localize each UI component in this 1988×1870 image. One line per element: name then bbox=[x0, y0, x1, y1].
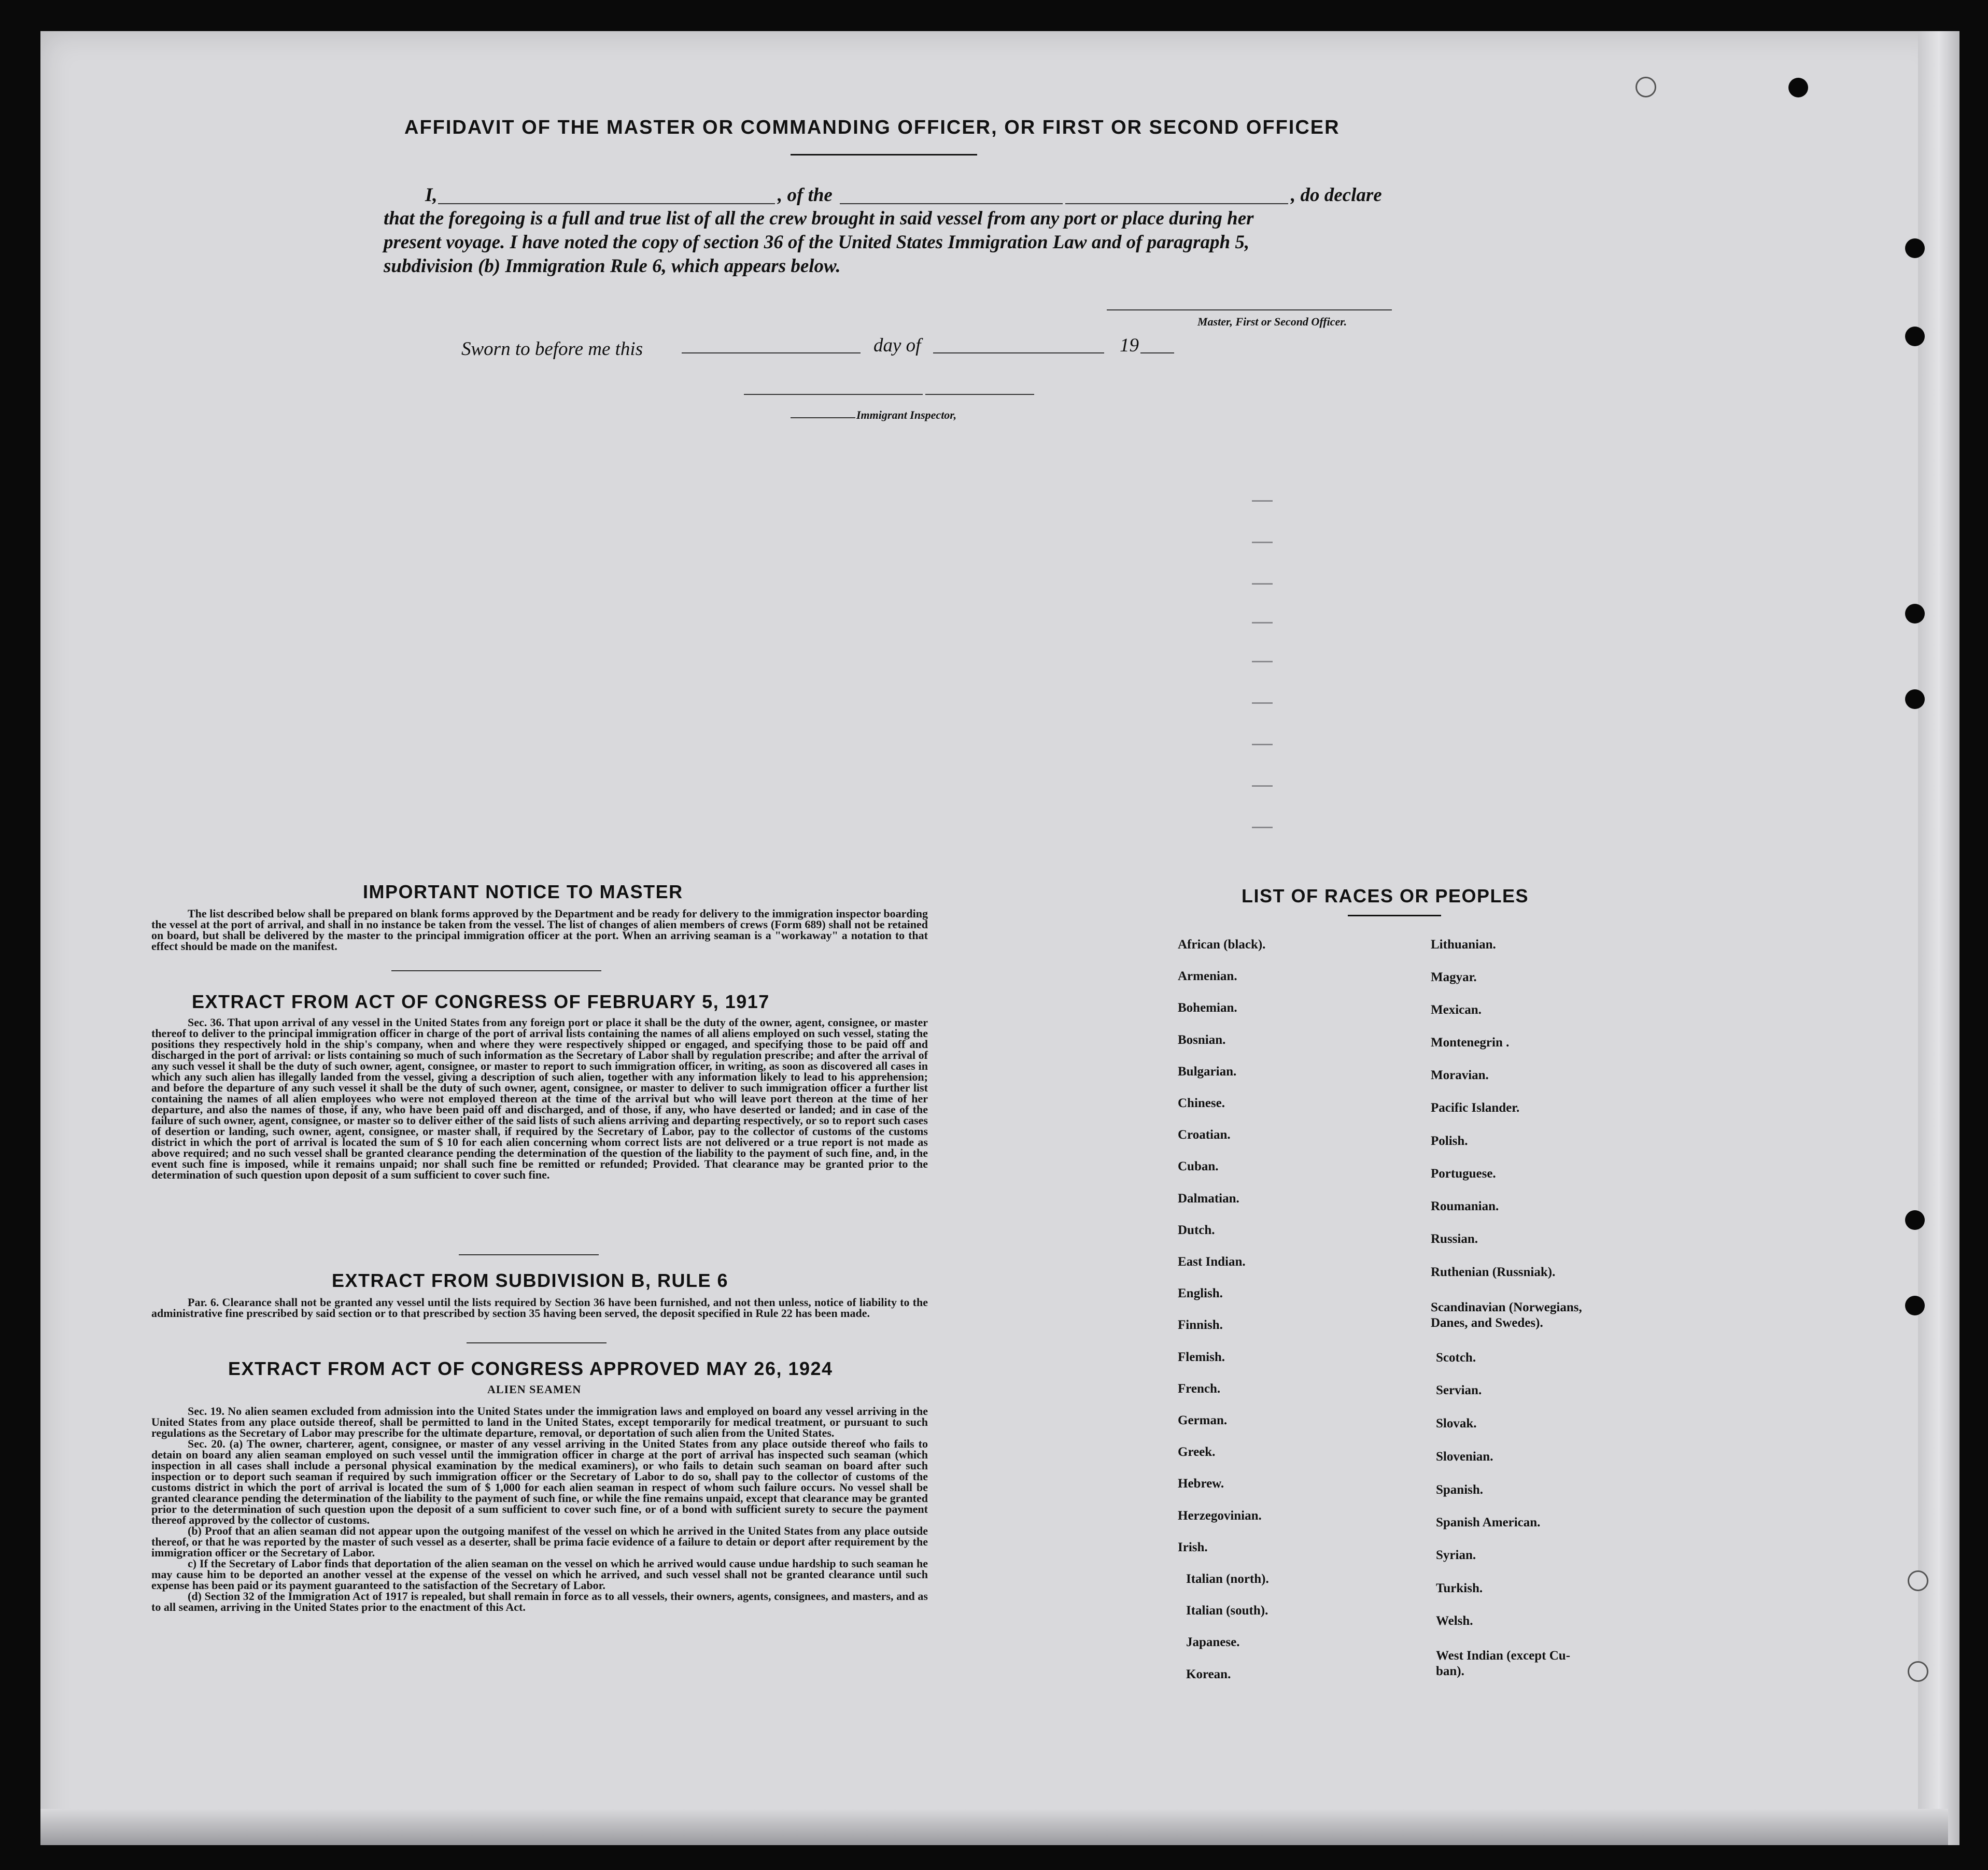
extract-1924-title: EXTRACT FROM ACT OF CONGRESS APPROVED MAY 26, 1924 bbox=[228, 1358, 833, 1379]
race-item: Bulgarian. bbox=[1178, 1065, 1237, 1079]
race-item: Servian. bbox=[1436, 1383, 1482, 1397]
race-item: Ruthenian (Russniak). bbox=[1431, 1265, 1556, 1279]
race-item: Flemish. bbox=[1178, 1350, 1225, 1364]
binder-hole-icon bbox=[1908, 1570, 1928, 1591]
race-item: Syrian. bbox=[1436, 1548, 1476, 1562]
declaration-i: I, bbox=[425, 185, 438, 206]
race-item: Montenegrin . bbox=[1431, 1036, 1510, 1050]
race-item: Scotch. bbox=[1436, 1351, 1476, 1365]
sec-20c: c) If the Secretary of Labor finds that deportation of the alien seaman on the vessel on which he arrived would cause undue hardship to such seaman he may cause him to be deported an another vessel at the expense of the vessel on which he arrived, and such vessel shall not be granted clearance until such expense has been paid or its payment guaranteed to the satisfaction of the Secretary of Labor. bbox=[151, 1557, 928, 1592]
sworn-month-blank[interactable] bbox=[933, 352, 1104, 353]
bleed-mark bbox=[1252, 827, 1273, 828]
extract-1917-body: Sec. 36. That upon arrival of any vessel in the United States from any foreign port or place it shall be the duty of the owner, agent, consignee, or master thereof to deliver to the principal immigration officer in charge of the port of arrival lists containing the names of all aliens employed on such vessel, stating the positions they respectively hold in the ship's company, when and where they were respectively shipped or engaged, and specifying those to be paid off and discharged in the port of arrival: or lists containing so much of such information as the Secretary of Labor shall by regulation prescribe; and after the arrival of any such vessel it shall be the duty of such owner, agent, consignee, or master to report to such immigration officer, in writing, as soon as discovered all cases in which any such alien has illegally landed from the vessel, giving a description of such alien, together with any information likely to lead to his apprehension; and before the departure of any such vessel it shall be the duty of such owner, agent, consignee, or master to deliver to such immigration officer a further list containing the names of all alien employees who were not employed thereon at the time of the arrival but who will leave port thereon at the time of her departure, and also the names of those, if any, who have been paid off and discharged, and of those, if any, who have deserted or landed; and in case of the failure of such owner, agent, consignee, or master so to deliver either of the said lists of such aliens arriving and departing respectively, or so to report such cases of desertion or landing, such owner, agent, consignee, or master shall, if required by the Secretary of Labor, pay to the collector of customs of the customs district in which the port of arrival is located the sum of $ 10 for each alien concerning whom correct lists are not delivered or a true report is not made as above required; and no such vessel shall be granted clearance pending the determination of the question of the liability to the payment of such fine, and, in the event such fine is imposed, while it remains unpaid; nor shall such fine be remitted or refunded; Provided. That clearance may be granted prior to the determination of such question upon deposit of a sum sufficient to cover such fine. bbox=[151, 1016, 928, 1181]
race-item: Bosnian. bbox=[1178, 1033, 1226, 1047]
race-item: Portuguese. bbox=[1431, 1167, 1496, 1181]
race-item: Dalmatian. bbox=[1178, 1192, 1239, 1206]
race-item: East Indian. bbox=[1178, 1255, 1246, 1269]
race-item: French. bbox=[1178, 1382, 1221, 1396]
race-item: African (black). bbox=[1178, 938, 1266, 952]
race-item: English. bbox=[1178, 1286, 1223, 1300]
extract-rule6-title: EXTRACT FROM SUBDIVISION B, RULE 6 bbox=[332, 1270, 729, 1291]
binder-hole-icon bbox=[1788, 78, 1808, 97]
page-bottom-shadow bbox=[40, 1809, 1948, 1845]
sworn-text: Sworn to before me this bbox=[461, 338, 643, 360]
extract-1917-title: EXTRACT FROM ACT OF CONGRESS OF FEBRUARY 5, 1917 bbox=[192, 991, 770, 1012]
bleed-mark bbox=[1252, 661, 1273, 662]
affidavit-title: AFFIDAVIT OF THE MASTER OR COMMANDING OFFICER, OR FIRST OR SECOND OFFICER bbox=[404, 117, 1340, 138]
bleed-mark bbox=[1252, 583, 1273, 585]
bleed-mark bbox=[1252, 542, 1273, 543]
inspector-label: Immigrant Inspector, bbox=[856, 408, 957, 421]
declaration-line-3: present voyage. I have noted the copy of section 36 of the United States Immigration Law and of paragraph 5, bbox=[384, 232, 1250, 253]
binder-hole-icon bbox=[1905, 1296, 1925, 1315]
race-item: Slovenian. bbox=[1436, 1450, 1493, 1464]
races-rule bbox=[1348, 915, 1441, 916]
race-item: German. bbox=[1178, 1413, 1228, 1427]
inspector-signature-blank-2[interactable] bbox=[925, 394, 1034, 395]
extract-rule6-rule bbox=[467, 1342, 607, 1343]
sec-19: Sec. 19. No alien seamen excluded from admission into the United States under the immigration laws and employed on board any vessel arriving in the United States from any place outside thereof, shall be permitted to land in the United States, except temporarily for medical treatment, or pursuant to such regulations as the Secretary of Labor may prescribe for the ultimate departure, removal, or deportation of such alien from the United States. bbox=[151, 1405, 928, 1439]
binder-hole-icon bbox=[1905, 327, 1925, 346]
race-item: Armenian. bbox=[1178, 969, 1237, 983]
race-item: Scandinavian (Norwegians, Danes, and Swedes). bbox=[1431, 1300, 1582, 1330]
binder-hole-icon bbox=[1905, 238, 1925, 258]
race-item: Turkish. bbox=[1436, 1581, 1483, 1595]
race-item: Japanese. bbox=[1186, 1635, 1240, 1649]
race-item: Slovak. bbox=[1436, 1416, 1477, 1430]
master-label: Master, First or Second Officer. bbox=[1197, 315, 1347, 328]
race-item: Korean. bbox=[1186, 1667, 1231, 1681]
race-item: Chinese. bbox=[1178, 1096, 1225, 1110]
race-item: Russian. bbox=[1431, 1232, 1478, 1246]
race-item: Spanish. bbox=[1436, 1483, 1484, 1497]
sec-20d: (d) Section 32 of the Immigration Act of 1917 is repealed, but shall remain in force as to all vessels, their owners, agents, consignees, and masters, and as to all seamen, arriving in the United States prior to the enactment of this Act. bbox=[151, 1590, 928, 1613]
extract-1924-subtitle: ALIEN SEAMEN bbox=[487, 1383, 582, 1396]
notice-body: The list described below shall be prepared on blank forms approved by the Department and be ready for delivery to the immigration inspector boarding the vessel at the port of arrival, and shall in no instance be taken from the vessel. The list of changes of alien members of crews (Form 689) shall not be retained on board, but shall be delivered by the master to the principal immigration officer at the port. When an arriving seaman is a "workaway" a notation to that effect should be made on the manifest. bbox=[151, 907, 928, 953]
race-item: Bohemian. bbox=[1178, 1001, 1237, 1015]
notice-title: IMPORTANT NOTICE TO MASTER bbox=[363, 881, 683, 902]
binder-hole-icon bbox=[1905, 1210, 1925, 1230]
bleed-mark bbox=[1252, 785, 1273, 787]
race-item: Finnish. bbox=[1178, 1318, 1223, 1332]
sworn-day-blank[interactable] bbox=[682, 352, 861, 353]
binder-hole-icon bbox=[1905, 604, 1925, 624]
sworn-year-blank[interactable] bbox=[1140, 352, 1174, 353]
race-item: Hebrew. bbox=[1178, 1477, 1224, 1491]
races-title: LIST OF RACES OR PEOPLES bbox=[1242, 885, 1529, 906]
inspector-signature-blank[interactable] bbox=[744, 394, 923, 395]
declaration-line-2: that the foregoing is a full and true list of all the crew brought in said vessel from any port or place during her bbox=[384, 208, 1254, 229]
master-signature-blank[interactable] bbox=[1107, 309, 1392, 310]
bleed-mark bbox=[1252, 500, 1273, 502]
extract-1917-rule bbox=[459, 1254, 599, 1255]
extract-1924-body bbox=[151, 1406, 928, 1612]
race-item: Cuban. bbox=[1178, 1159, 1219, 1173]
race-item: Italian (north). bbox=[1186, 1572, 1269, 1586]
race-item: Croatian. bbox=[1178, 1128, 1231, 1142]
binder-hole-icon bbox=[1905, 689, 1925, 709]
race-item: Magyar. bbox=[1431, 970, 1477, 984]
declaration-declare: , do declare bbox=[1291, 185, 1382, 206]
name-blank[interactable] bbox=[438, 203, 775, 204]
bleed-mark bbox=[1252, 622, 1273, 624]
race-item: Greek. bbox=[1178, 1445, 1216, 1459]
race-item: Mexican. bbox=[1431, 1003, 1482, 1017]
race-item: Polish. bbox=[1431, 1134, 1468, 1148]
race-item: Irish. bbox=[1178, 1540, 1208, 1554]
inspector-name-blank[interactable] bbox=[791, 417, 855, 418]
race-item: Lithuanian. bbox=[1431, 938, 1496, 952]
day-of-text: day of bbox=[873, 335, 921, 356]
declaration-line-4: subdivision (b) Immigration Rule 6, which appears below. bbox=[384, 256, 841, 277]
binder-hole-icon bbox=[1635, 77, 1656, 97]
sec-20b: (b) Proof that an alien seaman did not appear upon the outgoing manifest of the vessel on which he arrived in the United States from any place outside thereof, or that he was reported by the master of such vessel as a deserter, shall be prima facie evidence of a failure to detain or deport after requirement by the immigration officer or the Secretary of Labor. bbox=[151, 1524, 928, 1559]
extract-rule6-body: Par. 6. Clearance shall not be granted any vessel until the lists required by Section 36 have been furnished, and not then unless, notice of liability to the administrative fine prescribed by said section or to that prescribed by section 35 having been served, the deposit specified in Rule 22 has been made. bbox=[151, 1296, 928, 1320]
binder-hole-icon bbox=[1908, 1661, 1928, 1682]
race-item: West Indian (except Cu- ban). bbox=[1436, 1649, 1571, 1678]
race-item: Roumanian. bbox=[1431, 1199, 1499, 1213]
race-item: Dutch. bbox=[1178, 1223, 1215, 1237]
bleed-mark bbox=[1252, 702, 1273, 704]
race-item: Moravian. bbox=[1431, 1068, 1489, 1082]
vessel-blank[interactable] bbox=[840, 203, 1063, 204]
race-item: Herzegovinian. bbox=[1178, 1509, 1262, 1523]
race-item: Spanish American. bbox=[1436, 1515, 1541, 1529]
race-item: Pacific Islander. bbox=[1431, 1101, 1520, 1115]
sec-20a: Sec. 20. (a) The owner, charterer, agent, consignee, or master of any vessel arriving in the United States from any place outside thereof who fails to detain on board any alien seaman employed on such vessel until the immigration officer in charge at the port of arrival has inspected such seaman (which inspection in all cases shall include a personal physical examination by the medical examiners), or who fails to detain such seaman on board after such inspection or to deport such seaman if required by such immigration officer or the Secretary of Labor to do so, shall pay to the collector of customs of the customs district in which the port of arrival is located the sum of $ 1,000 for each alien seaman in respect of whom such failure occurs. No vessel shall be granted clearance pending the determination of the liability to the payment of such fine, or while the fine remains unpaid, except that clearance may be granted prior to the determination of such question upon the deposit of a sum sufficient to cover such fine, or of a bond with sufficient surety to secure the payment thereof approved by the collector of customs. bbox=[151, 1437, 928, 1526]
race-item: Welsh. bbox=[1436, 1614, 1473, 1628]
title-rule bbox=[791, 154, 977, 155]
declaration-of-the: , of the bbox=[778, 185, 833, 206]
vessel-blank-2[interactable] bbox=[1065, 203, 1288, 204]
race-item: Italian (south). bbox=[1186, 1604, 1268, 1618]
notice-rule bbox=[391, 970, 601, 971]
year-prefix: 19 bbox=[1120, 335, 1139, 356]
bleed-mark bbox=[1252, 744, 1273, 745]
